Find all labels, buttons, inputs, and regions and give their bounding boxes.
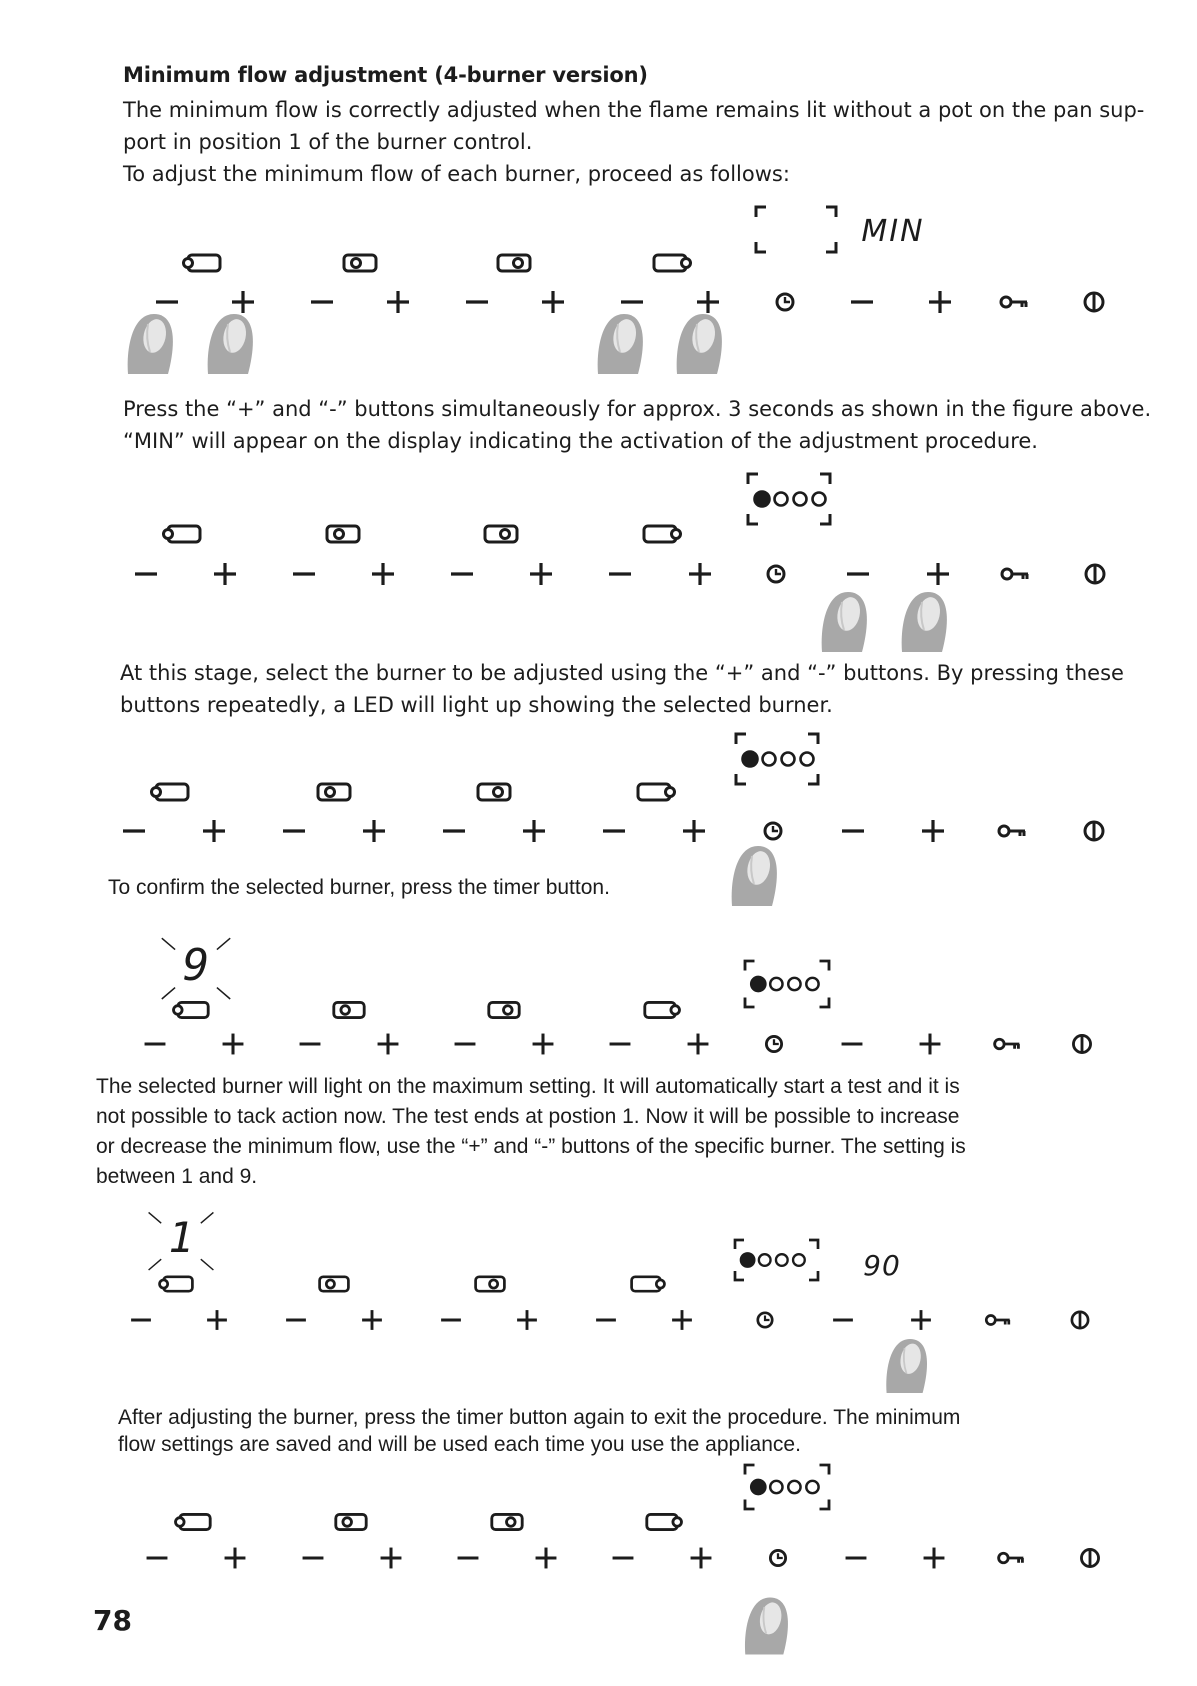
led-off bbox=[775, 493, 788, 506]
text-line: Press the “+” and “-” buttons simultaneously for approx. 3 seconds as shown in the figure above. bbox=[123, 397, 1152, 421]
burner-led-indicators bbox=[755, 492, 826, 507]
plus-button bbox=[920, 1034, 941, 1055]
led-off bbox=[763, 753, 776, 766]
burner-icon bbox=[160, 1277, 193, 1291]
timer-icon bbox=[770, 1550, 785, 1565]
plus-button bbox=[672, 1310, 692, 1330]
led-off bbox=[782, 753, 795, 766]
step1-text bbox=[123, 393, 1151, 457]
burner-icon bbox=[184, 255, 221, 271]
burner-icon bbox=[654, 255, 691, 271]
timer-icon bbox=[765, 823, 781, 839]
plus-button bbox=[225, 1548, 246, 1569]
plus-button bbox=[691, 1548, 712, 1569]
led-off bbox=[770, 1481, 782, 1493]
timer-display: 90 bbox=[863, 1249, 901, 1282]
led-lit bbox=[755, 492, 770, 507]
burner-icon bbox=[478, 784, 510, 800]
burner-icon bbox=[489, 1002, 519, 1017]
burner-led-indicators bbox=[751, 977, 818, 991]
burner-icon bbox=[327, 526, 359, 542]
plus-button bbox=[223, 1034, 244, 1055]
led-lit bbox=[751, 1480, 765, 1494]
led-off bbox=[801, 753, 814, 766]
text-line: flow settings are saved and will be used each time you use the appliance. bbox=[118, 1433, 801, 1456]
control-panel-svg bbox=[0, 198, 1197, 398]
burner-icon bbox=[647, 1514, 682, 1529]
key-lock-icon bbox=[999, 1553, 1024, 1563]
plus-button bbox=[378, 1034, 399, 1055]
page-number: 78 bbox=[93, 1604, 132, 1637]
intro-text bbox=[123, 94, 1144, 190]
led-lit bbox=[743, 752, 758, 767]
plus-button bbox=[542, 291, 564, 313]
step4-text bbox=[96, 1072, 966, 1192]
timer-icon bbox=[777, 294, 793, 310]
key-lock-icon bbox=[1002, 569, 1028, 579]
text-line: To confirm the selected burner, press the timer button. bbox=[108, 876, 610, 899]
burner-icon bbox=[644, 526, 681, 542]
min-display: MIN bbox=[861, 214, 925, 249]
text-line: At this stage, select the burner to be adjusted using the “+” and “-” buttons. By pressing these bbox=[120, 661, 1124, 685]
plus-button bbox=[381, 1548, 402, 1569]
burner-icon bbox=[318, 784, 350, 800]
power-icon bbox=[1085, 293, 1103, 311]
text-line: To adjust the minimum flow of each burner, proceed as follows: bbox=[123, 162, 790, 186]
led-off bbox=[759, 1254, 771, 1266]
finger-press-icon bbox=[886, 1339, 927, 1393]
power-icon bbox=[1073, 1035, 1090, 1052]
plus-button bbox=[533, 1034, 554, 1055]
text-line: or decrease the minimum flow, use the “+” and “-” buttons of the specific burner. The setting is bbox=[96, 1135, 966, 1158]
finger-press-icon bbox=[902, 592, 947, 652]
finger-press-icon bbox=[598, 314, 643, 374]
step2-text bbox=[120, 657, 1124, 721]
step3-text bbox=[108, 872, 610, 904]
plus-button bbox=[203, 820, 225, 842]
plus-button bbox=[517, 1310, 537, 1330]
burner-icon bbox=[320, 1277, 349, 1291]
burner-icon bbox=[632, 1277, 665, 1291]
led-off bbox=[788, 1481, 800, 1493]
text-line: port in position 1 of the burner control. bbox=[123, 130, 533, 154]
control-panel-figure-1 bbox=[0, 198, 1197, 398]
text-line: not possible to tack action now. The test ends at postion 1. Now it will be possible to increase bbox=[96, 1105, 960, 1128]
led-off bbox=[806, 978, 818, 990]
control-panel-svg bbox=[0, 466, 1197, 666]
key-lock-icon bbox=[999, 826, 1025, 836]
plus-button bbox=[929, 291, 951, 313]
led-off bbox=[776, 1254, 788, 1266]
burner-icon bbox=[645, 1002, 680, 1017]
plus-button bbox=[530, 563, 552, 585]
burner-icon bbox=[485, 526, 517, 542]
plus-button bbox=[232, 291, 254, 313]
burner-led-indicators bbox=[751, 1480, 818, 1494]
plus-button bbox=[911, 1310, 931, 1330]
text-line: buttons repeatedly, a LED will light up showing the selected burner. bbox=[120, 693, 833, 717]
plus-button bbox=[924, 1548, 945, 1569]
led-off bbox=[793, 1254, 805, 1266]
burner-level-display: 1 bbox=[168, 1213, 194, 1262]
control-panel-svg bbox=[0, 1200, 1197, 1400]
control-panel-figure-5 bbox=[0, 1200, 1197, 1400]
led-lit bbox=[741, 1253, 755, 1267]
finger-press-icon bbox=[745, 1598, 788, 1655]
finger-press-icon bbox=[208, 314, 253, 374]
section-heading: Minimum flow adjustment (4-burner version) bbox=[123, 63, 648, 87]
plus-button bbox=[927, 563, 949, 585]
finger-press-icon bbox=[822, 592, 867, 652]
power-icon bbox=[1081, 1549, 1098, 1566]
plus-button bbox=[697, 291, 719, 313]
key-lock-icon bbox=[986, 1316, 1009, 1325]
plus-button bbox=[363, 820, 385, 842]
plus-button bbox=[536, 1548, 557, 1569]
burner-icon bbox=[176, 1514, 211, 1529]
burner-icon bbox=[638, 784, 675, 800]
text-line: “MIN” will appear on the display indicating the activation of the adjustment procedure. bbox=[123, 429, 1038, 453]
power-icon bbox=[1085, 822, 1103, 840]
plus-button bbox=[688, 1034, 709, 1055]
power-icon bbox=[1072, 1312, 1088, 1328]
key-lock-icon bbox=[995, 1039, 1020, 1049]
text-line: between 1 and 9. bbox=[96, 1165, 258, 1188]
plus-button bbox=[214, 563, 236, 585]
timer-icon bbox=[758, 1313, 772, 1327]
step5-text bbox=[118, 1404, 960, 1458]
timer-icon bbox=[766, 1036, 781, 1051]
plus-button bbox=[523, 820, 545, 842]
plus-button bbox=[362, 1310, 382, 1330]
text-line: The selected burner will light on the maximum setting. It will automatically start a test and it is bbox=[96, 1075, 960, 1098]
burner-icon bbox=[164, 526, 201, 542]
burner-level-display: 9 bbox=[182, 940, 210, 991]
plus-button bbox=[372, 563, 394, 585]
led-off bbox=[813, 493, 826, 506]
finger-press-icon bbox=[128, 314, 173, 374]
led-off bbox=[770, 978, 782, 990]
timer-icon bbox=[768, 566, 784, 582]
control-panel-svg bbox=[0, 1460, 1197, 1660]
burner-icon bbox=[152, 784, 189, 800]
burner-icon bbox=[174, 1002, 209, 1017]
finger-press-icon bbox=[732, 846, 777, 906]
control-panel-figure-2 bbox=[0, 466, 1197, 666]
plus-button bbox=[387, 291, 409, 313]
led-lit bbox=[751, 977, 765, 991]
led-off bbox=[788, 978, 800, 990]
burner-led-indicators bbox=[741, 1253, 805, 1267]
burner-icon bbox=[498, 255, 530, 271]
plus-button bbox=[689, 563, 711, 585]
key-lock-icon bbox=[1001, 297, 1027, 307]
text-line: After adjusting the burner, press the timer button again to exit the procedure. The minimum bbox=[118, 1406, 961, 1429]
text-line: The minimum flow is correctly adjusted when the flame remains lit without a pot on the pan sup- bbox=[123, 98, 1145, 122]
burner-icon bbox=[344, 255, 376, 271]
power-icon bbox=[1086, 565, 1104, 583]
finger-press-icon bbox=[677, 314, 722, 374]
burner-icon bbox=[336, 1514, 366, 1529]
plus-button bbox=[683, 820, 705, 842]
display-bracket bbox=[756, 207, 836, 252]
control-panel-figure-6 bbox=[0, 1460, 1197, 1660]
burner-icon bbox=[334, 1002, 364, 1017]
plus-button bbox=[207, 1310, 227, 1330]
burner-led-indicators bbox=[743, 752, 814, 767]
plus-button bbox=[922, 820, 944, 842]
led-off bbox=[806, 1481, 818, 1493]
led-off bbox=[794, 493, 807, 506]
burner-icon bbox=[492, 1514, 522, 1529]
burner-icon bbox=[476, 1277, 505, 1291]
